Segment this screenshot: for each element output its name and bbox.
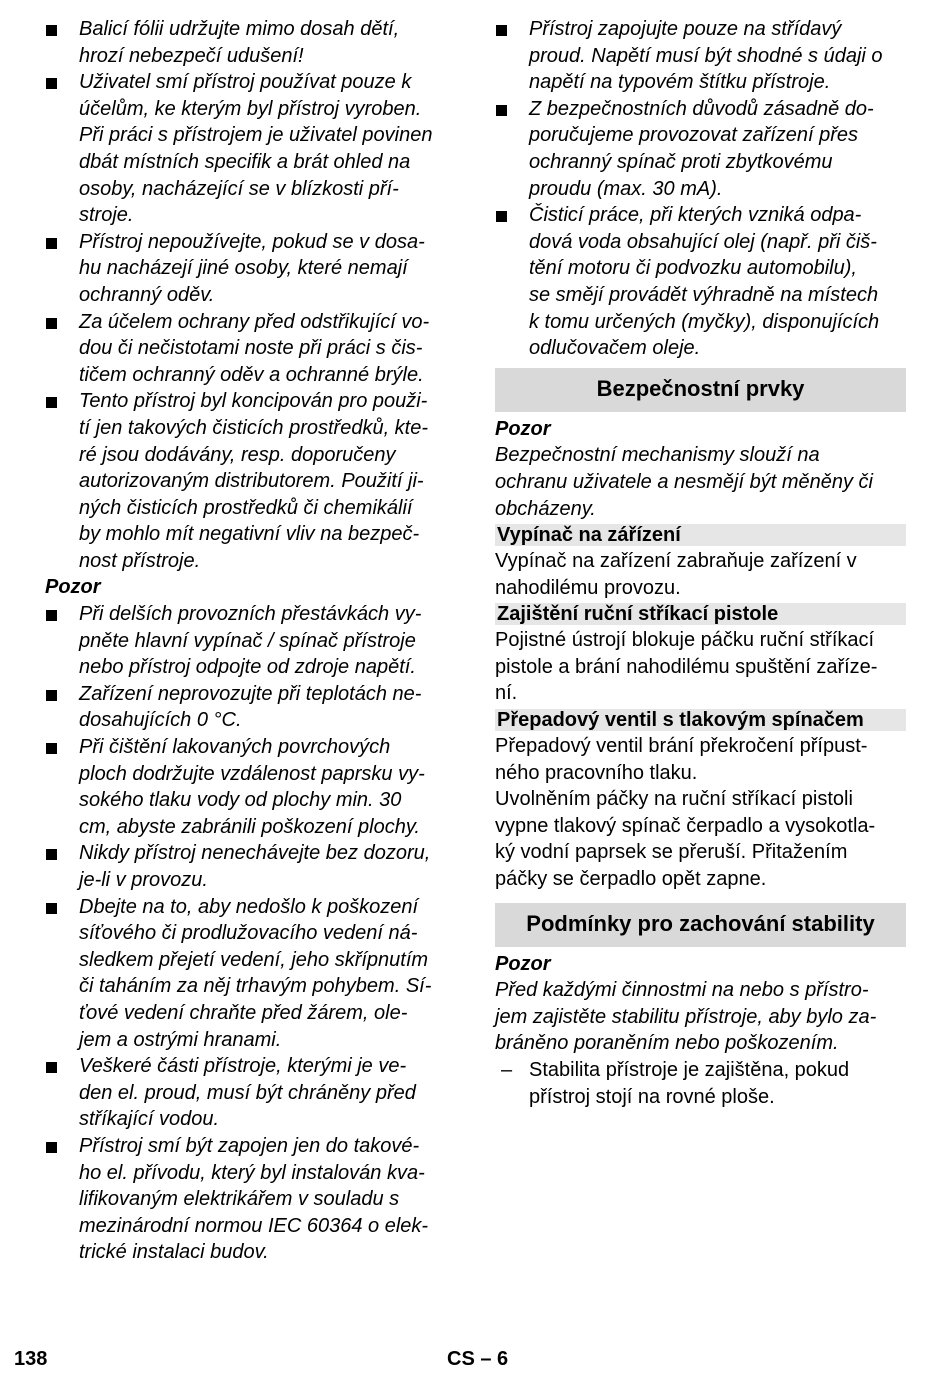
pozor-label: Pozor [495, 417, 551, 440]
square-bullet-icon [46, 238, 57, 249]
square-bullet-icon [46, 78, 57, 89]
dash-list-item [495, 1057, 906, 1110]
list-item-text: Přístroj nepoužívejte, pokud se v dosa- hu nacházejí jiné osoby, které nemají ochranný oděv. [79, 230, 425, 306]
list-item [45, 601, 458, 681]
list-item [45, 309, 458, 389]
list-item-text: Přístroj zapojujte pouze na střídavý proud. Napětí musí být shodné s údaji o napětí na typovém štítku přístroje. [529, 18, 883, 94]
square-bullet-icon [46, 903, 57, 914]
list-item-text: Veškeré části přístroje, kterými je ve- den el. proud, musí být chráněny před stříkající vodou. [79, 1055, 416, 1131]
list-item [45, 229, 458, 309]
dash-item-text: Stabilita přístroje je zajištěna, pokud přístroj stojí na rovné ploše. [529, 1059, 850, 1108]
safety-intro: Bezpečnostní mechanismy slouží na ochranu uživatele a nesmějí být měněny či obcházeny. [495, 444, 873, 520]
subheading-gun-lock: Zajištění ruční stříkací pistole [495, 603, 906, 625]
subheading-switch: Vypínač na zářízení [495, 524, 906, 546]
section-heading-safety: Bezpečnostní prvky [495, 368, 906, 412]
valve-text-1: Přepadový ventil brání překročení přípust- ného pracovního tlaku. [495, 735, 868, 784]
square-bullet-icon [46, 743, 57, 754]
right-column [495, 16, 906, 1110]
list-item [45, 16, 458, 69]
list-item [45, 69, 458, 229]
pozor-label: Pozor [45, 576, 101, 599]
left-column [45, 16, 458, 1266]
list-item [45, 388, 458, 574]
square-bullet-icon [46, 690, 57, 701]
list-item-text: Tento přístroj byl koncipován pro použi- tí jen takových čisticích prostředků, kte- ré jsou dodávány, resp. doporučeny autorizovaným distributorem. Použití ji- ných čisticích prostředků či chemikálií by mohlo mít negativní vliv na bezpeč- nost přístroje. [79, 390, 429, 572]
switch-text: Vypínač na zařízení zabraňuje zařízení v nahodilému provozu. [495, 550, 857, 599]
valve-text-2: Uvolněním páčky na ruční stříkací pistoli vypne tlakový spínač čerpadlo a vysokotla- ký vodní paprsek se přeruší. Přitažením páčky se čerpadlo opět zapne. [495, 788, 876, 891]
square-bullet-icon [46, 610, 57, 621]
subheading-overflow-valve: Přepadový ventil s tlakovým spínačem [495, 709, 906, 731]
list-item-text: Uživatel smí přístroj používat pouze k účelům, ke kterým byl přístroj vyroben. Při práci s přístrojem je uživatel povinen dbát místních specifik a brát ohled na osoby, nacházející se v blízkosti pří- stroje. [79, 71, 433, 227]
list-item [495, 96, 906, 202]
list-item [45, 840, 458, 893]
list-item-text: Zařízení neprovozujte při teplotách ne- dosahujících 0 °C. [79, 682, 422, 732]
square-bullet-icon [496, 211, 507, 222]
page-code: CS – 6 [447, 1348, 509, 1370]
list-item [495, 16, 906, 96]
list-item-text: Nikdy přístroj nenechávejte bez dozoru, je-li v provozu. [79, 842, 431, 891]
square-bullet-icon [496, 105, 507, 116]
list-item [495, 202, 906, 362]
page-number: 138 [14, 1348, 48, 1370]
dash-marker: – [501, 1059, 513, 1081]
list-item-text: Při čištění lakovaných povrchových ploch dodržujte vzdálenost paprsku vy- sokého tlaku vody od plochy min. 30 cm, abyste zabránili poškození plochy. [79, 736, 425, 838]
list-item [45, 734, 458, 840]
list-item [45, 894, 458, 1054]
square-bullet-icon [46, 397, 57, 408]
list-item-text: Za účelem ochrany před odstřikující vo- dou či nečistotami noste při práci s čis- tičem ochranný oděv a ochranné brýle. [79, 310, 430, 386]
square-bullet-icon [496, 25, 507, 36]
square-bullet-icon [46, 318, 57, 329]
gun-lock-text: Pojistné ústrojí blokuje páčku ruční stříkací pistole a brání nahodilému spuštění zaříze- ní. [495, 629, 878, 705]
list-item-text: Z bezpečnostních důvodů zásadně do- poručujeme provozovat zařízení přes ochranný spínač proti zbytkovému proudu (max. 30 mA). [529, 97, 874, 200]
list-item [45, 681, 458, 734]
list-item-text: Přístroj smí být zapojen jen do takové- ho el. přívodu, který byl instalován kva- lifikovaným elektrikářem v souladu s mezinárodní normou IEC 60364 o elek- trické instalaci budov. [79, 1134, 429, 1264]
pozor-label: Pozor [495, 952, 551, 975]
square-bullet-icon [46, 849, 57, 860]
list-item-text: Při delších provozních přestávkách vy- pněte hlavní vypínač / spínač přístroje nebo přístroj odpojte od zdroje napětí. [79, 603, 422, 679]
square-bullet-icon [46, 1142, 57, 1153]
square-bullet-icon [46, 25, 57, 36]
list-item [45, 1133, 458, 1266]
list-item-text: Čisticí práce, při kterých vzniká odpa- dová voda obsahující olej (např. při čiš- tění motoru či podvozku automobilu), se smějí provádět výhradně na místech k tomu určených (myčky), disponujících odlučovačem oleje. [529, 204, 880, 360]
section-heading-stability: Podmínky pro zachování stability [495, 903, 906, 947]
stability-intro: Před každými činnostmi na nebo s přístro- jem zajistěte stabilitu přístroje, aby bylo za- bráněno poraněním nebo poškozením. [495, 979, 877, 1055]
square-bullet-icon [46, 1062, 57, 1073]
list-item [45, 1053, 458, 1133]
list-item-text: Dbejte na to, aby nedošlo k poškození síťového či prodlužovacího vedení ná- sledkem přejetí vedení, jeho skřípnutím či taháním za něj trhavým pohybem. Sí- ťové vedení chraňte před žárem, ole- jem a ostrými hranami. [79, 895, 432, 1051]
list-item-text: Balicí fólii udržujte mimo dosah dětí, hrozí nebezpečí udušení! [79, 18, 400, 67]
